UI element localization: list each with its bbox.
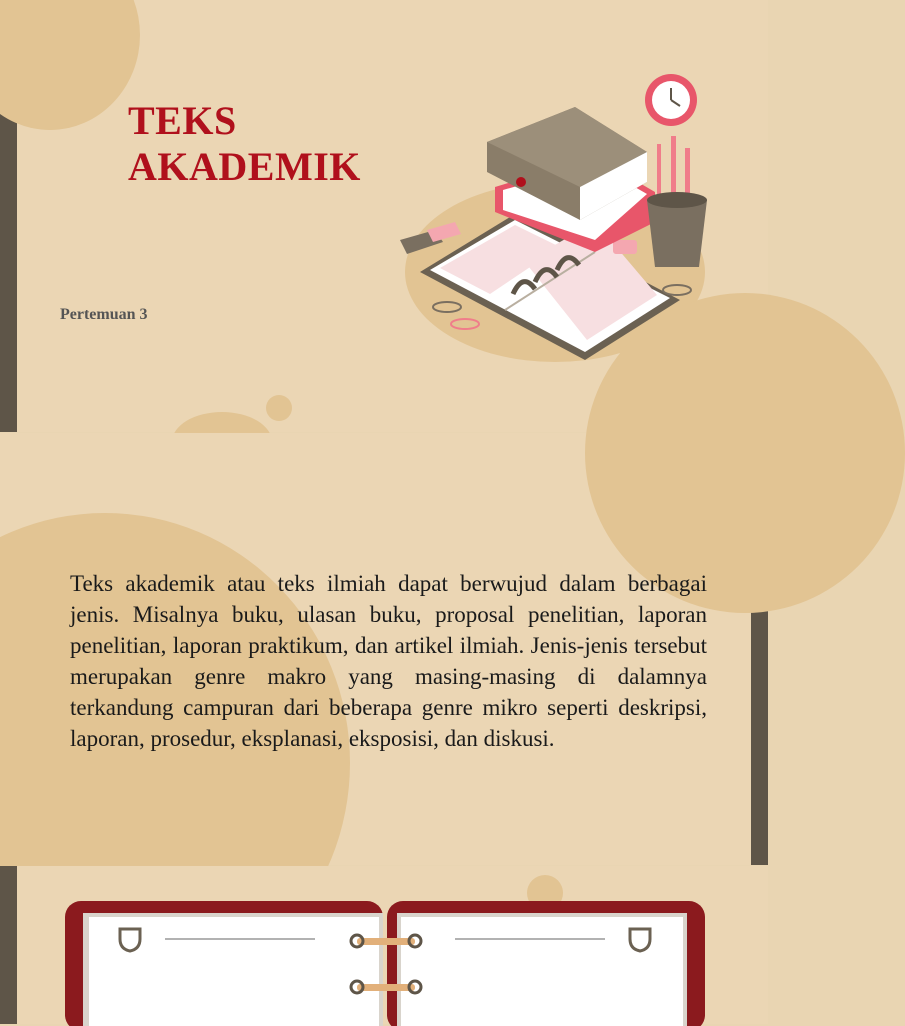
decor-blob: [585, 293, 905, 613]
notebook-slide: [0, 866, 768, 1024]
pencil-cup-icon: [647, 136, 707, 267]
clock-icon: [645, 74, 697, 126]
page-title: [128, 98, 361, 190]
eraser-icon: [613, 240, 637, 254]
body-paragraph: Teks akademik atau teks ilmiah dapat berwujud dalam berbagai jenis. Misalnya buku, ulasan buku, proposal penelitian, laporan penelitian, laporan praktikum, dan artikel ilmiah. Jenis-jenis tersebut merupakan genre makro yang masing-masing di dalamnya terkandung campuran dari beberapa genre mikro seperti deskripsi, laporan, prosedur, eksplanasi, eksposisi, dan diskusi.: [70, 571, 707, 751]
title-line-2: AKADEMIK: [128, 144, 361, 189]
decor-dot: [266, 395, 292, 421]
title-line-1: TEKS: [128, 98, 237, 143]
subtitle: Pertemuan 3: [60, 306, 148, 323]
open-notebook-illustration: [65, 901, 710, 1026]
decor-blob: [0, 0, 140, 130]
left-accent-bar: [0, 866, 17, 1024]
